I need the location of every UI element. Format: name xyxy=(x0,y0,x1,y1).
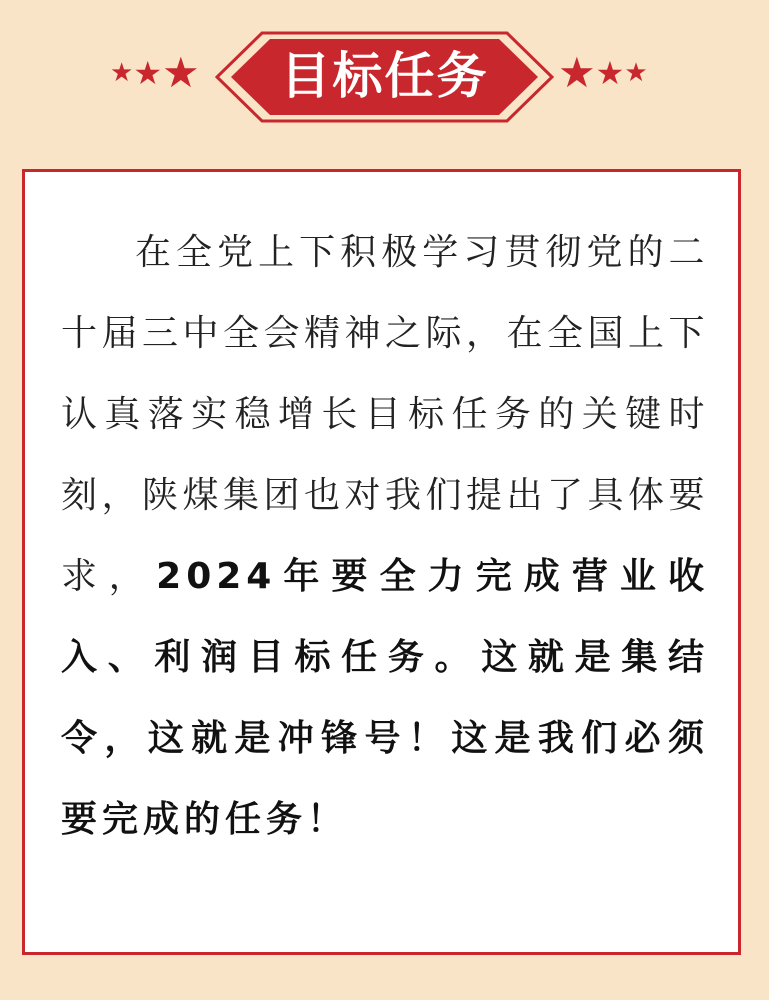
star-icon: ★ xyxy=(595,54,625,92)
right-stars xyxy=(558,50,648,96)
star-icon: ★ xyxy=(110,58,134,88)
star-icon: ★ xyxy=(133,54,162,92)
paragraph-regular-text: 在全党上下积极学习贯彻党的二十届三中全会精神之际，在全国上下认真落实稳增长目标任务的关键时刻，陕煤集团也对我们提出了具体要求， xyxy=(61,232,710,597)
paragraph-bold-text: 2024年要全力完成营业收入、利润目标任务。这就是集结令，这就是冲锋号！这是我们必须要完成的任务！ xyxy=(61,556,709,840)
star-icon: ★ xyxy=(624,58,648,88)
body-paragraph xyxy=(61,212,709,860)
star-icon: ★ xyxy=(162,48,200,97)
header-banner xyxy=(0,30,769,125)
page-title: 目标任务 xyxy=(280,47,489,105)
content-box xyxy=(22,169,741,955)
star-icon: ★ xyxy=(558,48,596,97)
